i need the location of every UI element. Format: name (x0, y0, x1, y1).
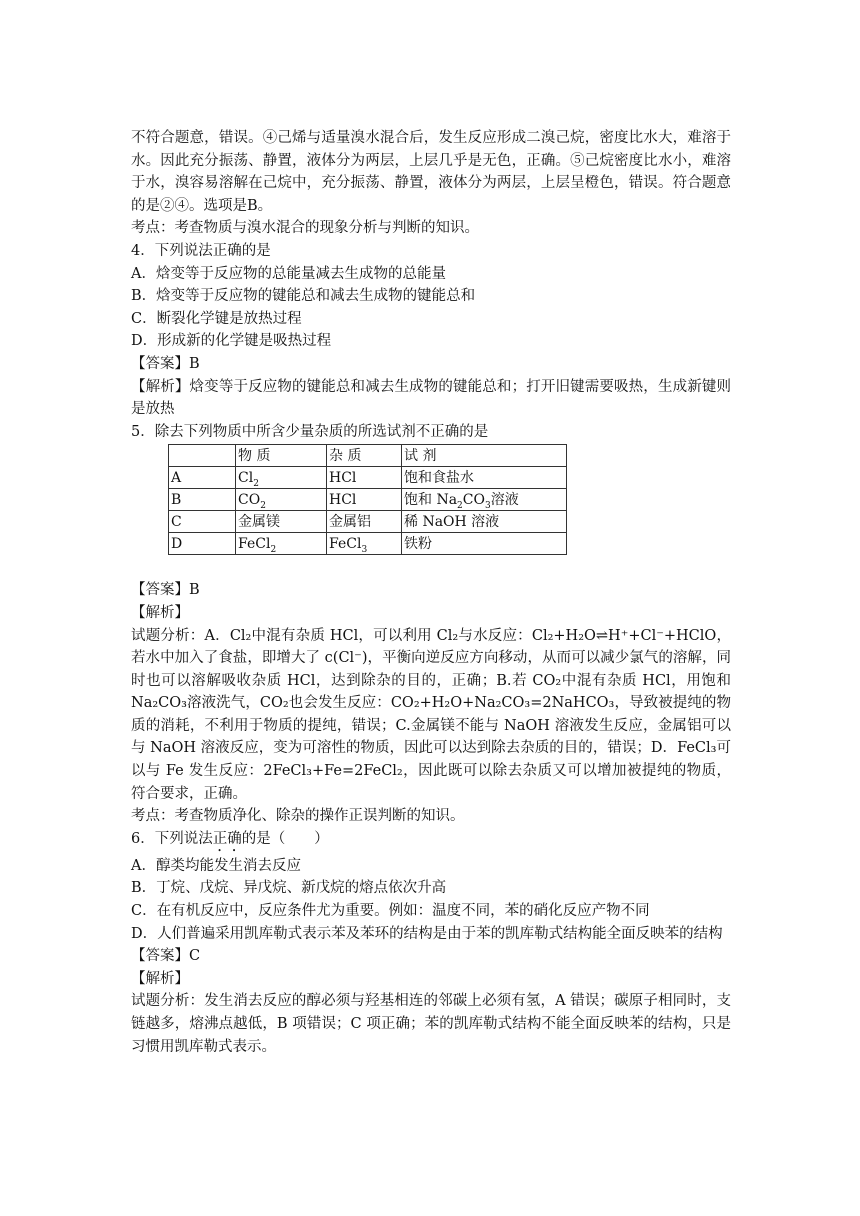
q4-option-a: A．焓变等于反应物的总能量减去生成物的总能量 (131, 265, 446, 282)
q5-stem: 5．除去下列物质中所含少量杂质的所选试剂不正确的是 (131, 423, 489, 440)
emphasis-text: 正确 (212, 830, 242, 847)
table-header-row (169, 445, 567, 467)
q6-analysis-head: 【解析】 (131, 970, 189, 987)
table-cell-impurity: 金属铝 (327, 511, 402, 533)
table-cell-reagent: 饱和 $Na_2CO_3$溶液 (402, 489, 567, 511)
q5-analysis-text: 试题分析：A．Cl₂中混有杂质 HCl，可以利用 Cl₂与水反应：Cl₂+H₂O⇌H⁺+Cl⁻+HClO，若水中加入了食盐，即增大了 c(Cl⁻)，平衡向逆反应方向移动，从而可以减少氯气的溶解，同时也可以溶解吸收杂质 HCl，达到除杂的目的，正确；B.若 CO₂中混有杂质 HCl，用饱和 Na₂CO₃溶液洗气，CO₂也会发生反应：CO₂+H₂O+Na₂CO₃=2NaHCO₃，导致被提纯的物质的消耗，不利用于物质的提纯，错误；C.金属镁不能与 NaOH 溶液发生反应，金属铝可以与 NaOH 溶液反应，变为可溶性的物质，因此可以达到除去杂质的目的，错误；D．FeCl₃可以与 Fe 发生反应：2FeCl₃+Fe=2FeCl₂，因此既可以除去杂质又可以增加被提纯的物质，符合要求，正确。 (131, 627, 731, 802)
q6-option-c: C．在有机反应中，反应条件尤为重要。例如：温度不同，苯的硝化反应产物不同 (131, 903, 650, 920)
q6-option-d: D．人们普遍采用凯库勒式表示苯及苯环的结构是由于苯的凯库勒式结构能全面反映苯的结构 (131, 925, 723, 942)
q6-option-b: B．丁烷、戊烷、异戊烷、新戊烷的熔点依次升高 (131, 880, 447, 897)
q4-option-b: B．焓变等于反应物的键能总和减去生成物的键能总和 (131, 288, 476, 305)
q6-option-a: A．醇类均能发生消去反应 (131, 857, 301, 874)
q4-stem: 4．下列说法正确的是 (131, 242, 271, 259)
table-cell-impurity: HCl (327, 489, 402, 511)
table-cell-reagent: 饱和食盐水 (402, 467, 567, 489)
q4-option-c: C．断裂化学键是放热过程 (131, 310, 302, 327)
table-row (169, 511, 567, 533)
q3-analysis-tail: 不符合题意，错误。④己烯与适量溴水混合后，发生反应形成二溴己烷，密度比水大，难溶于水。因此充分振荡、静置，液体分为两层，上层几乎是无色，正确。⑤己烷密度比水小，难溶于水，溴容易溶解在己烷中，充分振荡、静置，液体分为两层，上层呈橙色，错误。符合题意的是②④。选项是B。 (131, 130, 731, 214)
table-cell-key: B (169, 489, 236, 511)
table-cell-key: C (169, 511, 236, 533)
table-cell-impurity: HCl (327, 467, 402, 489)
table-row (169, 489, 567, 511)
table-cell-key: A (169, 467, 236, 489)
reagent-table (168, 444, 567, 555)
table-cell-substance: FeCl$_2$ (236, 533, 327, 555)
table-header-cell: 杂 质 (327, 445, 402, 467)
table-header-cell: 试 剂 (402, 445, 567, 467)
table-cell-reagent: 铁粉 (402, 533, 567, 555)
q3-kaodian: 考点：考查物质与溴水混合的现象分析与判断的知识。 (131, 220, 479, 237)
q6-answer: 【答案】C (131, 948, 201, 965)
table-cell-substance: $CO_2$ (236, 489, 327, 511)
table-row (169, 533, 567, 555)
table-cell-impurity: FeCl$_3$ (327, 533, 402, 555)
table-cell-substance: 金属镁 (236, 511, 327, 533)
q6-analysis-text: 试题分析：发生消去反应的醇必须与羟基相连的邻碳上必须有氢，A 错误；碳原子相同时，支链越多，熔沸点越低，B 项错误；C 项正确；苯的凯库勒式结构不能全面反映苯的结构，只是习惯用凯库勒式表示。 (131, 993, 731, 1055)
q5-answer: 【答案】B (131, 582, 200, 599)
document-body (131, 127, 731, 1058)
q6-stem: 6．下列说法正确的是（ ） (131, 830, 329, 847)
table-header-cell (169, 445, 236, 467)
q4-answer: 【答案】B (131, 355, 200, 372)
table-cell-key: D (169, 533, 236, 555)
q4-option-d: D．形成新的化学键是吸热过程 (131, 333, 332, 350)
table-header-cell: 物 质 (236, 445, 327, 467)
table-row (169, 467, 567, 489)
table-cell-reagent: 稀 NaOH 溶液 (402, 511, 567, 533)
table-cell-substance: $Cl_2$ (236, 467, 327, 489)
q4-analysis: 【解析】焓变等于反应物的键能总和减去生成物的键能总和；打开旧键需要吸热，生成新键则是放热 (131, 378, 731, 418)
q5-analysis-head: 【解析】 (131, 604, 189, 621)
q5-kaodian: 考点：考查物质净化、除杂的操作正误判断的知识。 (131, 808, 465, 825)
